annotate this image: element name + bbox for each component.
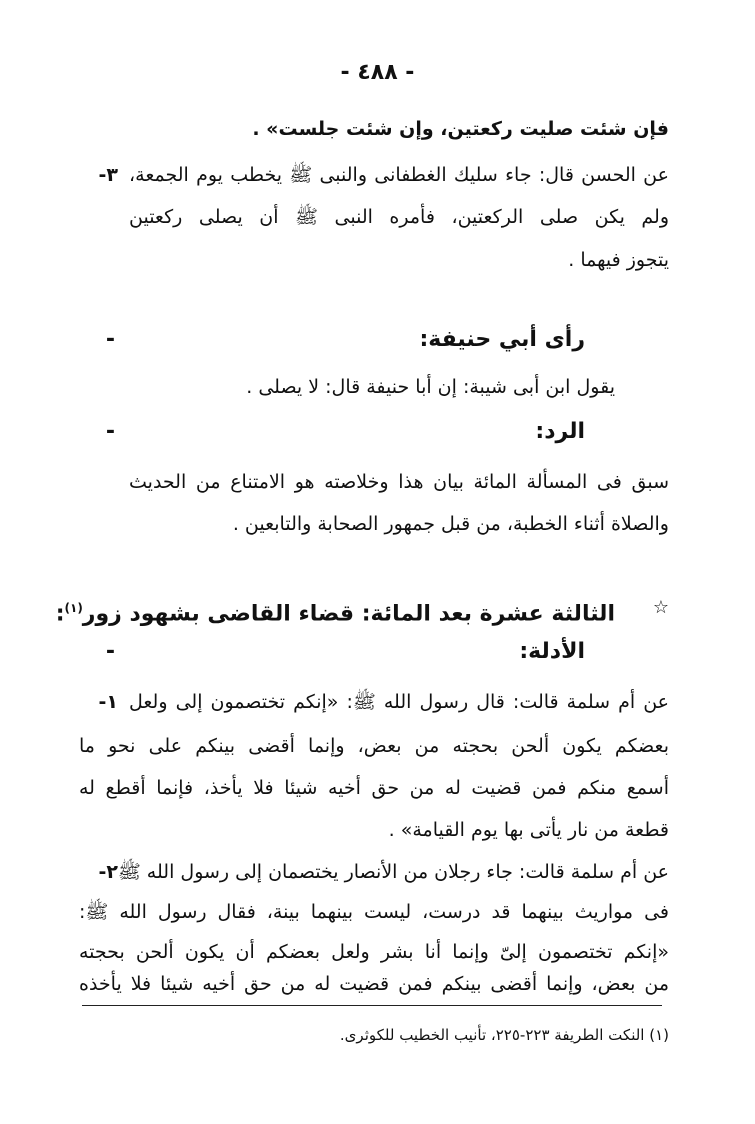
section-dash: -	[105, 419, 115, 444]
section-dash: -	[105, 639, 115, 664]
evidence-heading: الأدلة:	[519, 639, 585, 664]
page-number: - ٤٨٨ -	[340, 60, 415, 85]
opinion-heading: رأى أبي حنيفة:	[419, 327, 585, 352]
reply-line-2: والصلاة أثناء الخطبة، من قبل جمهور الصحابة والتابعين .	[232, 513, 669, 535]
item2-line-2: فى مواريث بينهما قد درست، ليست بينهما بينة، فقال رسول الله ﷺ:	[79, 901, 669, 923]
footnote-separator	[82, 1005, 662, 1006]
continuation-line: فإن شئت صليت ركعتين، وإن شئت جلست» .	[252, 118, 669, 140]
item1-line-3: أسمع منكم فمن قضيت له من حق أخيه شيئا فلا يأخذ، فإنما أقطع له	[79, 777, 669, 799]
item1-line-4: قطعة من نار يأتى بها يوم القيامة» .	[388, 819, 669, 841]
item-number-2: ٢-	[98, 861, 118, 883]
item1-line-2: بعضكم يكون ألحن بحجته من بعض، وإنما أقضى بينكم على نحو ما	[79, 735, 669, 757]
item-number-1: ١-	[98, 691, 118, 713]
item3-line-3: يتجوز فيهما .	[568, 249, 669, 271]
footnote-text: (١) النكت الطريفة ٢٢٣-٢٢٥، تأنيب الخطيب للكوثرى.	[339, 1026, 669, 1044]
reply-line-1: سبق فى المسألة المائة بيان هذا وخلاصته هو الامتناع من الحديث	[129, 471, 669, 493]
item2-line-1: عن أم سلمة قالت: جاء رجلان من الأنصار يختصمان إلى رسول الله ﷺ	[117, 861, 669, 883]
item3-line-1: عن الحسن قال: جاء سليك الغطفانى والنبى ﷺ يخطب يوم الجمعة،	[129, 164, 669, 186]
item-number-3: ٣-	[98, 164, 118, 186]
footnote-reference: (١)	[64, 601, 83, 615]
issue-title	[25, 588, 615, 634]
item2-line-4: من بعض، وإنما أقضى بينكم فمن قضيت له من حق أخيه شيئا فلا يأخذه	[79, 973, 669, 995]
star-icon: ☆	[652, 597, 669, 618]
item1-line-1: عن أم سلمة قالت: قال رسول الله ﷺ: «إنكم تختصمون إلى ولعل	[129, 691, 669, 713]
reply-heading: الرد:	[535, 419, 585, 444]
issue-title-text: الثالثة عشرة بعد المائة: قضاء القاضى بشهود زور	[82, 601, 615, 627]
item3-line-2: ولم يكن صلى الركعتين، فأمره النبى ﷺ أن يصلى ركعتين	[129, 206, 669, 228]
issue-title-colon: :	[55, 601, 65, 627]
opinion-text: يقول ابن أبى شيبة: إن أبا حنيفة قال: لا يصلى .	[246, 376, 615, 398]
section-dash: -	[105, 327, 115, 352]
item2-line-3: «إنكم تختصمون إلىّ وإنما أنا بشر ولعل بعضكم أن يكون ألحن بحجته	[79, 941, 669, 963]
